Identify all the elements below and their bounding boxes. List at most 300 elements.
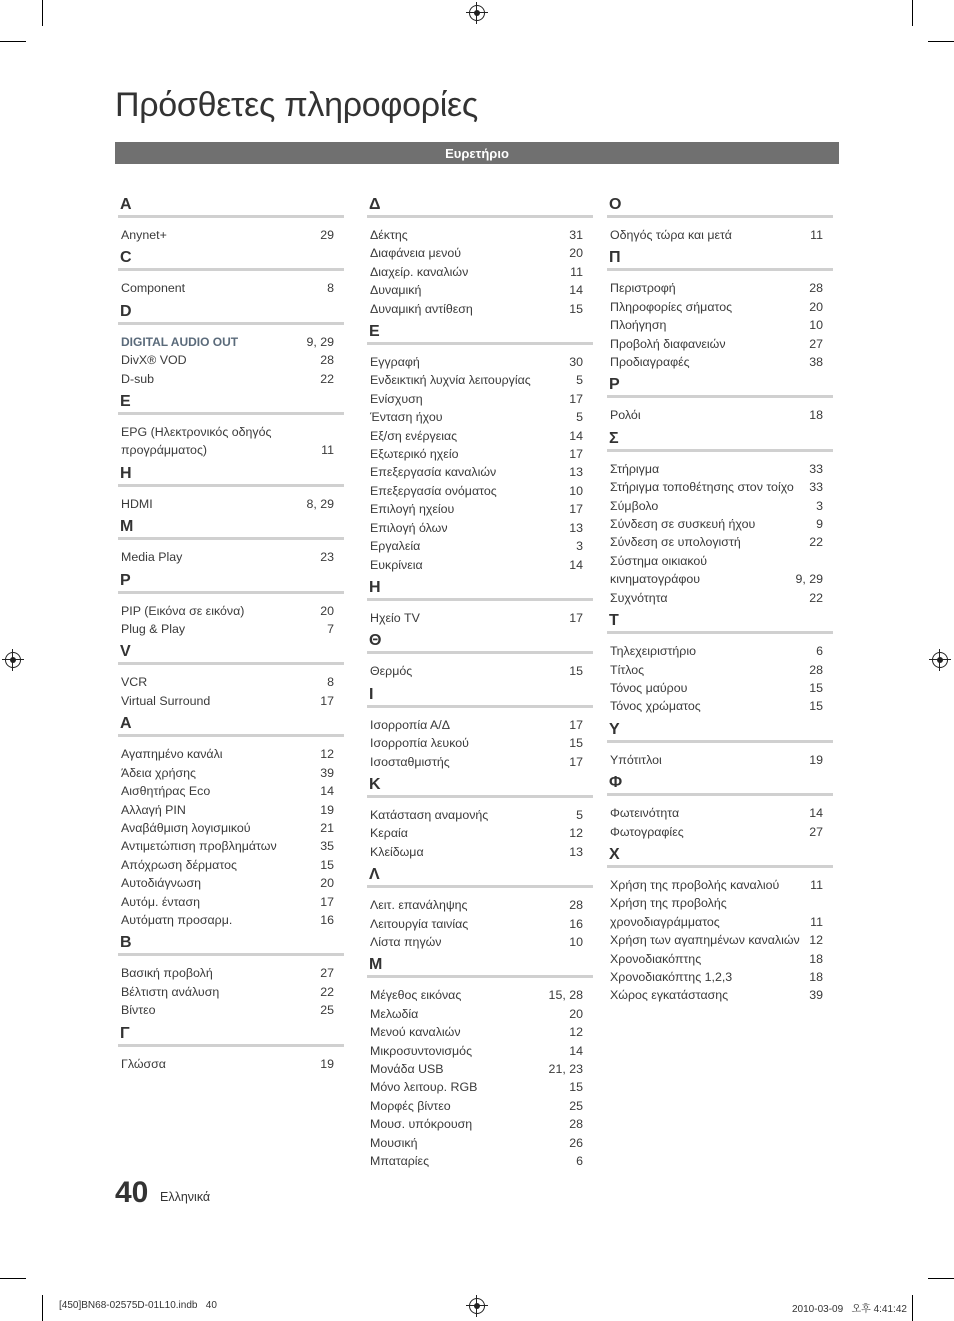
index-section [367, 631, 593, 680]
section-divider [118, 215, 344, 218]
index-entry-page: 13 [569, 520, 583, 535]
index-entry [367, 843, 593, 861]
index-entry-term: Χρήση της προβολής χρονοδιαγράμματος [610, 896, 727, 929]
index-entry-term: Λίστα πηγών [370, 934, 442, 949]
index-letter-heading: P [120, 571, 131, 589]
index-entry-page: 8, 29 [306, 496, 334, 511]
index-entry-term: Μέγεθος εικόνας [370, 988, 462, 1003]
index-entry [367, 537, 593, 555]
index-entry-term: Διαχείρ. καναλιών [370, 264, 469, 279]
index-entry [118, 602, 344, 620]
section-bar-label: Ευρετήριο [445, 146, 509, 161]
index-entry [118, 782, 344, 800]
index-letter-heading: Σ [609, 429, 619, 447]
registration-mark-icon [469, 1298, 485, 1314]
index-entry-term: Αγαπημένο κανάλι [121, 747, 223, 762]
crop-mark [928, 41, 954, 42]
index-section [118, 714, 344, 929]
section-divider [367, 705, 593, 708]
index-entry-page: 8 [327, 675, 334, 690]
section-divider [118, 1044, 344, 1047]
index-entry-term: DivX® VOD [121, 353, 187, 368]
index-entry [367, 226, 593, 244]
index-entry-term: Θερμός [370, 664, 413, 679]
index-entry-term: Αναβάθμιση λογισμικού [121, 820, 251, 835]
index-section [607, 429, 833, 607]
index-entry [607, 335, 833, 353]
index-entry-term: Κλείδωμα [370, 844, 424, 859]
index-entry-page: 3 [576, 539, 583, 554]
crop-mark [912, 0, 913, 26]
page-number: 40 [115, 1176, 149, 1209]
index-entry-page: 12 [569, 1025, 583, 1040]
index-entry-term: Εγγραφή [370, 355, 420, 370]
index-entry [118, 745, 344, 763]
index-entry [367, 609, 593, 627]
index-section [607, 248, 833, 371]
index-entry-term: Αυτοδιάγνωση [121, 876, 202, 891]
section-divider [367, 598, 593, 601]
index-entry-page: 28 [569, 1117, 583, 1132]
section-divider [607, 793, 833, 796]
index-entry [118, 911, 344, 929]
index-letter-heading: V [120, 643, 131, 661]
index-entry-term: Χρήση των αγαπημένων καναλιών [610, 933, 800, 948]
page-title: Πρόσθετες πληροφορίες [115, 86, 478, 124]
section-divider [607, 215, 833, 218]
index-entry-page: 12 [569, 826, 583, 841]
section-divider [118, 484, 344, 487]
index-letter-heading: Δ [369, 196, 381, 213]
index-entry [118, 819, 344, 837]
index-column-2 [367, 195, 593, 1174]
index-entry-page: 17 [569, 610, 583, 625]
section-divider [367, 795, 593, 798]
index-entry-term: Υπότιτλοι [610, 752, 662, 767]
index-entry-page: 11 [810, 914, 823, 929]
index-entry [118, 874, 344, 892]
index-entry-page: 22 [320, 984, 334, 999]
index-entry-term: Μονάδα USB [370, 1062, 444, 1076]
index-entry [118, 856, 344, 874]
index-entry [118, 333, 344, 351]
index-entry-page: 16 [320, 912, 334, 927]
language-label: Ελληνικά [160, 1190, 211, 1204]
index-entry [367, 390, 593, 408]
index-entry-page: 28 [809, 662, 823, 677]
index-entry-page: 19 [320, 802, 334, 817]
section-divider [118, 268, 344, 271]
section-divider [118, 591, 344, 594]
index-entry-term: Σύνδεση σε συσκευή ήχου [610, 517, 756, 532]
index-section [118, 302, 344, 388]
index-entry-term: Μουσ. υπόκρουση [370, 1117, 473, 1132]
section-divider [607, 631, 833, 634]
index-entry [367, 1005, 593, 1023]
index-entry-page: 18 [809, 408, 823, 423]
index-entry-page: 35 [320, 839, 334, 854]
index-section [367, 775, 593, 861]
index-entry-term: Συχνότητα [610, 590, 668, 605]
section-bar [115, 142, 839, 164]
index-section [367, 955, 593, 1170]
crop-mark [0, 1278, 26, 1279]
index-entry-term: Λειτ. επανάληψης [370, 898, 468, 913]
index-section [118, 642, 344, 710]
footer-timestamp: 2010-03-09 오후 4:41:42 [792, 1304, 907, 1315]
index-section [118, 1024, 344, 1073]
index-entry-page: 6 [576, 1154, 583, 1169]
index-section [367, 685, 593, 771]
index-entry-term: Αυτόμ. ένταση [121, 894, 200, 909]
section-divider [607, 740, 833, 743]
index-entry-page: 19 [320, 1056, 334, 1071]
index-entry [367, 1023, 593, 1041]
section-divider [118, 734, 344, 737]
index-letter-heading: Χ [609, 845, 620, 863]
index-column-3 [607, 195, 833, 1009]
index-entry [607, 894, 833, 931]
index-entry [367, 408, 593, 426]
section-divider [118, 322, 344, 325]
index-entry-term: Στήριγμα [610, 461, 660, 476]
index-entry [118, 495, 344, 513]
index-entry-page: 15 [569, 736, 583, 751]
index-entry [367, 244, 593, 262]
index-letter-heading: Α [120, 715, 132, 733]
index-entry [118, 893, 344, 911]
section-divider [367, 215, 593, 218]
index-section [118, 248, 344, 297]
index-entry-page: 9, 29 [795, 572, 823, 587]
index-entry [607, 533, 833, 551]
index-entry-page: 22 [809, 590, 823, 605]
index-entry-page: 14 [320, 784, 334, 799]
index-letter-heading: Β [120, 934, 132, 952]
index-entry [367, 734, 593, 752]
index-entry [367, 482, 593, 500]
index-entry-page: 14 [809, 806, 823, 821]
index-entry-page: 27 [809, 336, 823, 351]
index-entry [118, 1001, 344, 1019]
index-entry-term: Ισορροπία λευκού [370, 736, 469, 751]
index-entry-page: 15 [569, 301, 583, 316]
section-divider [607, 449, 833, 452]
index-entry-term: Πλοήγηση [610, 318, 667, 333]
index-entry [367, 500, 593, 518]
index-entry [607, 968, 833, 986]
index-entry [607, 226, 833, 244]
index-entry [607, 497, 833, 515]
index-entry [367, 716, 593, 734]
index-entry-page: 12 [320, 747, 334, 762]
index-entry-term: Βέλτιστη ανάλυση [121, 984, 220, 999]
index-letter-heading: Γ [120, 1024, 130, 1042]
index-letter-heading: Κ [369, 775, 381, 793]
index-entry-page: 15, 28 [548, 988, 583, 1003]
index-letter-heading: Θ [369, 632, 382, 650]
index-entry-term: Φωτεινότητα [610, 806, 680, 821]
index-entry-term: Ένταση ήχου [370, 410, 443, 425]
index-entry-page: 33 [809, 461, 823, 476]
index-entry [607, 478, 833, 496]
index-entry-page: 21, 23 [548, 1062, 583, 1076]
index-entry-term: Μενού καναλιών [370, 1025, 461, 1040]
index-entry [607, 661, 833, 679]
index-entry-term: Γλώσσα [121, 1056, 166, 1071]
index-entry-page: 19 [809, 752, 823, 767]
index-entry-page: 13 [569, 465, 583, 480]
index-letter-heading: D [120, 302, 132, 320]
index-entry-page: 17 [569, 447, 583, 462]
index-entry-term: Αλλαγή PIN [121, 802, 186, 817]
index-entry [607, 460, 833, 478]
index-letter-heading: Η [369, 578, 381, 596]
index-entry-term: Προβολή διαφανειών [610, 336, 726, 351]
index-entry-term: D-sub [121, 371, 155, 386]
index-entry [607, 406, 833, 424]
index-entry-page: 26 [569, 1135, 583, 1150]
footer-file-info: [450]BN68-02575D-01L10.indb 40 [59, 1300, 217, 1311]
index-entry [607, 697, 833, 715]
index-entry [367, 556, 593, 574]
index-entry-term: Επιλογή ηχείου [370, 502, 455, 517]
index-entry-page: 20 [569, 246, 583, 261]
index-entry [118, 801, 344, 819]
section-divider [118, 953, 344, 956]
index-entry-term: Ρολόι [610, 408, 641, 423]
index-entry-term: Component [121, 281, 186, 296]
index-entry-page: 13 [569, 844, 583, 859]
index-entry [367, 281, 593, 299]
index-entry-term: Ενίσχυση [370, 391, 423, 406]
index-entry [367, 1134, 593, 1152]
index-entry-page: 14 [569, 428, 583, 443]
index-entry-page: 28 [569, 898, 583, 913]
index-entry-page: 28 [809, 281, 823, 296]
index-entry-term: Βίντεο [121, 1003, 156, 1018]
index-entry-term: HDMI [121, 496, 153, 511]
index-entry-term: Επιλογή όλων [370, 520, 448, 535]
index-entry [607, 279, 833, 297]
index-entry [607, 353, 833, 371]
index-entry [367, 1060, 593, 1078]
index-entry [118, 964, 344, 982]
crop-mark [0, 41, 26, 42]
index-entry [367, 915, 593, 933]
index-entry-term: Στήριγμα τοποθέτησης στον τοίχο [610, 480, 794, 495]
index-letter-heading: A [120, 196, 132, 213]
index-section [118, 571, 344, 639]
index-entry [607, 298, 833, 316]
index-entry [118, 370, 344, 388]
index-entry [118, 279, 344, 297]
index-entry-term: Σύστημα οικιακού κινηματογράφου [610, 553, 708, 587]
index-entry [118, 673, 344, 691]
index-entry-page: 30 [569, 355, 583, 370]
index-entry [607, 931, 833, 949]
index-entry-term: EPG (Ηλεκτρονικός οδηγός προγράμματος) [121, 425, 272, 458]
index-letter-heading: Υ [609, 720, 620, 738]
index-entry-page: 21 [320, 820, 334, 835]
index-entry-term: Μουσική [370, 1135, 418, 1150]
index-entry-term: Χρονοδιακόπτης [610, 951, 702, 966]
index-entry-term: Διαφάνεια μενού [370, 246, 461, 261]
index-section [607, 845, 833, 1005]
index-entry-term: Χρονοδιακόπτης 1,2,3 [610, 969, 733, 984]
index-entry [607, 515, 833, 533]
index-entry-term: Δυναμική αντίθεση [370, 301, 473, 316]
index-section [607, 195, 833, 244]
index-letter-heading: Λ [369, 866, 380, 884]
index-letter-heading: H [120, 464, 132, 482]
index-entry [607, 589, 833, 607]
index-entry [607, 751, 833, 769]
index-entry-term: Επεξεργασία καναλιών [370, 465, 497, 480]
index-entry [607, 823, 833, 841]
index-section [367, 865, 593, 951]
index-entry-term: PIP (Εικόνα σε εικόνα) [121, 603, 245, 618]
index-section [118, 464, 344, 513]
index-entry-page: 14 [569, 557, 583, 572]
index-entry [367, 300, 593, 318]
index-entry-term: Δέκτης [370, 228, 408, 242]
index-letter-heading: E [120, 393, 131, 411]
index-letter-heading: M [120, 518, 134, 536]
section-divider [607, 268, 833, 271]
index-entry-page: 9 [816, 517, 823, 532]
index-entry-page: 5 [576, 373, 583, 388]
index-entry [607, 316, 833, 334]
index-entry-term: Τόνος μαύρου [610, 680, 688, 695]
section-divider [118, 662, 344, 665]
index-entry-page: 11 [570, 264, 583, 279]
index-entry-term: Τηλεχειριστήριο [610, 644, 696, 659]
index-entry [367, 1042, 593, 1060]
index-entry [607, 679, 833, 697]
index-entry-term: Anynet+ [121, 228, 167, 242]
index-entry-term: Δυναμική [370, 283, 422, 298]
index-entry [118, 620, 344, 638]
index-entry-page: 15 [569, 1080, 583, 1095]
index-section [118, 392, 344, 460]
index-entry-term: Χώρος εγκατάστασης [610, 988, 729, 1003]
index-entry-term: Μορφές βίντεο [370, 1098, 451, 1113]
index-letter-heading: Μ [369, 956, 383, 974]
index-letter-heading: Φ [609, 774, 623, 792]
index-entry [607, 642, 833, 660]
section-divider [367, 342, 593, 345]
index-entry-page: 9, 29 [306, 334, 334, 349]
index-entry-page: 6 [816, 644, 823, 659]
index-entry-term: Μόνο λειτουρ. RGB [370, 1080, 478, 1095]
index-entry [367, 753, 593, 771]
index-entry-page: 17 [320, 894, 334, 909]
index-entry-term: Σύνδεση σε υπολογιστή [610, 535, 741, 550]
index-entry-page: 15 [320, 857, 334, 872]
index-entry-term: Αισθητήρας Eco [121, 784, 211, 799]
index-entry-page: 20 [809, 299, 823, 314]
index-entry-term: Μπαταρίες [370, 1154, 430, 1169]
index-entry-page: 15 [809, 699, 823, 714]
index-entry-page: 11 [810, 228, 823, 242]
crop-mark [912, 1295, 913, 1321]
crop-mark [42, 0, 43, 26]
index-entry [367, 263, 593, 281]
section-divider [607, 395, 833, 398]
index-entry [118, 226, 344, 244]
index-entry-page: 17 [320, 693, 334, 708]
index-section [118, 195, 344, 244]
index-entry-page: 17 [569, 717, 583, 732]
registration-mark-icon [469, 5, 485, 21]
index-entry [367, 1078, 593, 1096]
index-entry-term: Εξ/ση ενέργειας [370, 428, 458, 443]
index-entry-page: 17 [569, 391, 583, 406]
index-entry-term: Κατάσταση αναμονής [370, 807, 489, 822]
index-entry [118, 837, 344, 855]
index-entry [118, 548, 344, 566]
index-entry-page: 3 [816, 498, 823, 513]
index-entry-term: Αυτόματη προσαρμ. [121, 912, 233, 927]
index-entry-term: Media Play [121, 550, 183, 565]
index-letter-heading: Τ [609, 612, 619, 630]
index-section [367, 578, 593, 627]
index-entry [367, 353, 593, 371]
index-entry-term: Λειτουργία ταινίας [370, 916, 469, 931]
index-entry-term: Ευκρίνεια [370, 557, 423, 572]
index-entry [367, 1097, 593, 1115]
index-entry-term: Επεξεργασία ονόματος [370, 483, 497, 498]
index-entry-term: Πληροφορίες σήματος [610, 299, 733, 314]
index-entry-page: 20 [320, 876, 334, 891]
index-entry [367, 896, 593, 914]
index-entry [607, 552, 833, 589]
index-entry-page: 31 [569, 228, 583, 242]
section-divider [367, 975, 593, 978]
index-entry-page: 28 [320, 353, 334, 368]
index-entry-term: Ηχείο TV [370, 610, 420, 625]
index-entry-page: 27 [809, 824, 823, 839]
index-entry-page: 14 [569, 283, 583, 298]
index-entry-term: Ισοσταθμιστής [370, 754, 450, 769]
index-entry-term: Ισορροπία Α/Δ [370, 717, 451, 732]
index-entry-page: 5 [576, 410, 583, 425]
index-entry-page: 22 [320, 371, 334, 386]
index-entry-term: Εξωτερικό ηχείο [370, 447, 459, 462]
index-entry-term: Περιστροφή [610, 281, 676, 296]
index-entry [367, 662, 593, 680]
section-divider [607, 865, 833, 868]
index-entry-page: 39 [320, 765, 334, 780]
index-entry [367, 806, 593, 824]
index-section [118, 517, 344, 566]
index-entry-term: Χρήση της προβολής καναλιού [610, 877, 780, 892]
index-entry-page: 25 [569, 1098, 583, 1113]
index-entry-page: 20 [320, 603, 334, 618]
index-entry-page: 17 [569, 502, 583, 517]
index-section [118, 933, 344, 1019]
index-entry-page: 27 [320, 966, 334, 981]
index-entry [607, 876, 833, 894]
index-entry-term: VCR [121, 675, 148, 690]
index-entry-term: Φωτογραφίες [610, 824, 684, 839]
index-entry [607, 950, 833, 968]
index-entry-page: 38 [809, 355, 823, 370]
index-entry-page: 18 [809, 951, 823, 966]
index-entry [367, 1115, 593, 1133]
index-entry-term: Βασική προβολή [121, 966, 213, 981]
